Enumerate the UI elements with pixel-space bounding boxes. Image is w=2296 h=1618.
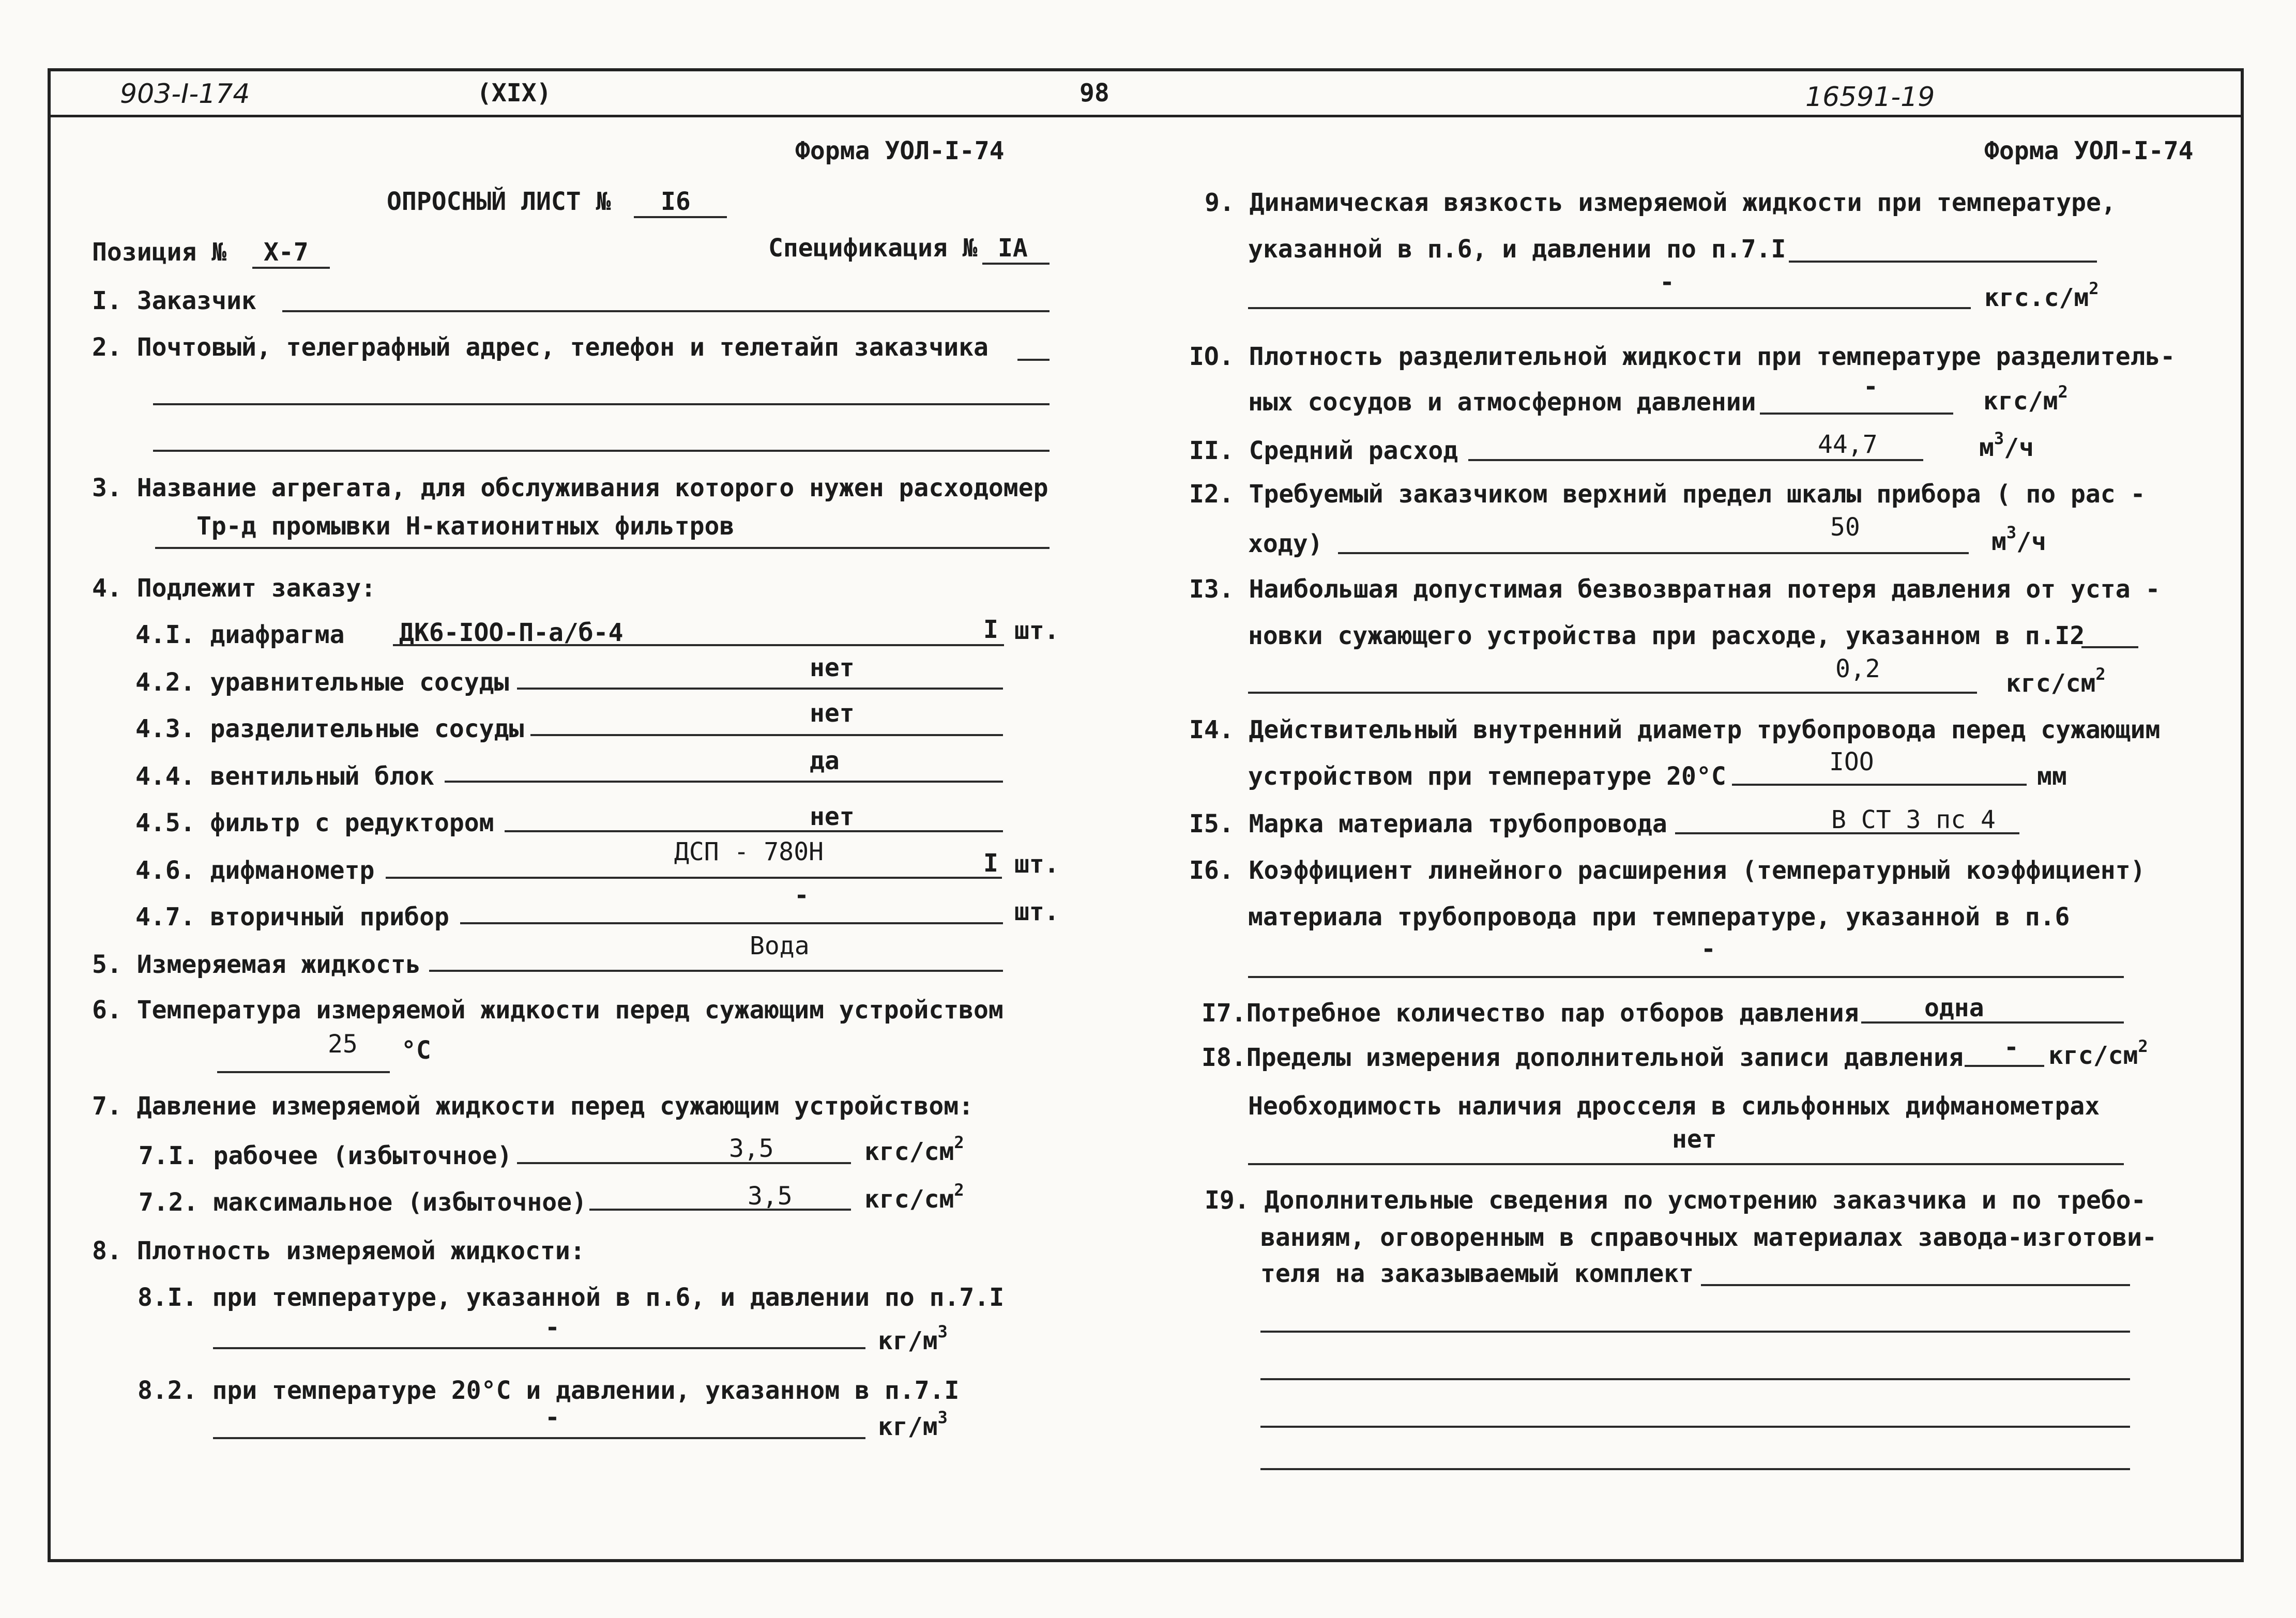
item-2-label: 2. Почтовый, телеграфный адрес, телефон и телетайп заказчика <box>92 333 989 362</box>
density-1-unit: $кг/м^3$ <box>878 1322 948 1355</box>
manometer-line <box>386 877 1002 879</box>
pressure-loss-line-2 <box>1248 692 1977 694</box>
extra-recording-line <box>1965 1065 2044 1067</box>
flow-average-unit: $м^3/ч$ <box>1979 429 2034 462</box>
density-2-line <box>213 1437 865 1439</box>
separating-density-line <box>1760 413 1953 415</box>
pressure-max-unit-text: кгс/см <box>864 1185 954 1214</box>
separating-density-value: - <box>1863 372 1878 401</box>
form-label-left: Форма УОЛ-I-74 <box>795 136 1005 165</box>
item-12-line-2: ходу) <box>1248 529 1323 558</box>
item-9-line-1: 9. Динамическая вязкость измеряемой жидкости при температуре, <box>1205 188 2116 217</box>
fluid-value: Вода <box>750 932 810 960</box>
address-line-2 <box>153 403 1050 405</box>
item-4-5-label: 4.5. фильтр с редуктором <box>135 808 494 837</box>
inventory-number: 16591-19 <box>1805 82 1935 113</box>
sheet-number-line <box>634 216 727 218</box>
temperature-unit: °C <box>401 1036 431 1065</box>
pressure-loss-value: 0,2 <box>1835 654 1880 683</box>
item-7-1-label: 7.I. рабочее (избыточное) <box>139 1141 512 1170</box>
diaphragm-value: ДК6-IОО-П-а/б-4 <box>399 618 624 647</box>
unit-name-value: Тр-д промывки Н-катионитных фильтров <box>196 512 735 541</box>
unit-pcs-2: шт. <box>1014 850 1059 879</box>
viscosity-line-2 <box>1248 307 1971 309</box>
valve-block-line <box>445 781 1003 783</box>
expansion-coefficient-value: - <box>1701 935 1716 964</box>
item-14-line-2: устройством при температуре 20°С <box>1248 762 1726 791</box>
density-1-value: - <box>545 1313 560 1342</box>
page-number: 98 <box>1079 79 1109 108</box>
additional-info-line-2 <box>1260 1331 2130 1333</box>
pressure-working-unit-text: кгс/см <box>864 1137 954 1166</box>
flow-average-unit-m: м <box>1979 433 1994 462</box>
item-17-label: I7.Потребное количество пар отборов давления <box>1202 999 1859 1028</box>
unit-pcs-3: шт. <box>1014 897 1059 926</box>
pressure-working-value: 3,5 <box>729 1134 774 1163</box>
item-19-line-3: теля на заказываемый комплект <box>1260 1259 1694 1288</box>
item-19-line-1: I9. Дополнительные сведения по усмотрению заказчика и по требо- <box>1205 1186 2146 1215</box>
manometer-value: ДСП - 780Н <box>674 837 824 866</box>
throttle-value: нет <box>1672 1125 1717 1154</box>
valve-block-value: да <box>810 746 840 775</box>
header-divider <box>48 115 2244 117</box>
filter-line <box>505 830 1003 832</box>
density-1-line <box>213 1347 865 1349</box>
equalizing-vessels-line <box>517 688 1003 690</box>
pressure-max-value: 3,5 <box>748 1182 793 1211</box>
item-9-line-2: указанной в п.6, и давлении по п.7.I <box>1248 235 1786 264</box>
equalizing-vessels-value: нет <box>810 653 855 682</box>
pipe-material-line <box>1675 832 2019 834</box>
secondary-device-line <box>460 922 1003 924</box>
density-2-unit: $кг/м^3$ <box>878 1408 948 1441</box>
scale-limit-unit-m: м <box>1991 527 2006 556</box>
scale-limit-line <box>1338 552 1969 554</box>
pressure-working-unit: кгс/$см^2$ <box>864 1133 964 1166</box>
density-2-unit-text: кг/м <box>878 1412 938 1441</box>
item-13-line-2: новки сужающего устройства при расходе, указанном в п.I2 <box>1248 621 2085 650</box>
header-roman: (XIX) <box>477 79 552 108</box>
address-line-1 <box>1017 359 1050 361</box>
throttle-label: Необходимость наличия дросселя в сильфонных дифманометрах <box>1248 1092 2100 1121</box>
pressure-max-unit: кгс/$см^2$ <box>864 1180 964 1214</box>
separating-density-unit: кгс/$м^2$ <box>1983 382 2068 416</box>
diaphragm-line <box>393 644 1004 646</box>
viscosity-unit: $кгс.с/м^2$ <box>1984 279 2099 312</box>
pressure-working-line <box>517 1162 851 1164</box>
item-10-line-1: IO. Плотность разделительной жидкости при температуре разделитель- <box>1189 342 2176 371</box>
item-14-line-1: I4. Действительный внутренний диаметр трубопровода перед сужающим <box>1189 715 2161 744</box>
sheet-number: I6 <box>661 187 691 216</box>
position-value: Х-7 <box>264 238 309 267</box>
unit-name-line <box>155 547 1050 549</box>
item-18-label: I8.Пределы измерения дополнительной записи давления <box>1202 1043 1964 1072</box>
temperature-value: 25 <box>328 1030 358 1059</box>
item-4-label: 4. Подлежит заказу: <box>92 574 376 603</box>
item-15-label: I5. Марка материала трубопровода <box>1189 810 1667 838</box>
scale-limit-unit: $м^3/ч$ <box>1991 523 2046 556</box>
diameter-line <box>1732 784 2027 786</box>
flow-average-line <box>1468 459 1923 461</box>
item-12-line-1: I2. Требуемый заказчиком верхний предел шкалы прибора ( по рас - <box>1189 480 2146 509</box>
separating-density-unit-text: кгс/м <box>1983 387 2058 416</box>
viscosity-unit-text: кгс.с/м <box>1984 283 2089 312</box>
item-4-3-label: 4.3. разделительные сосуды <box>135 714 524 743</box>
spec-label: Спецификация № <box>768 234 978 263</box>
flow-average-value: 44,7 <box>1818 430 1878 459</box>
pressure-taps-value: одна <box>1924 994 1984 1022</box>
pressure-taps-line <box>1861 1021 2124 1024</box>
density-1-unit-text: кг/м <box>878 1326 938 1355</box>
pressure-max-line <box>589 1209 851 1211</box>
item-3-label: 3. Название агрегата, для обслуживания которого нужен расходомер <box>92 474 1048 502</box>
extra-recording-unit-text: кгс/см <box>2048 1041 2138 1070</box>
item-8-2-label: 8.2. при температуре 20°С и давлении, указанном в п.7.I <box>138 1376 960 1405</box>
pressure-loss-unit-text: кгс/см <box>2006 669 2096 698</box>
position-label: Позиция № <box>92 238 227 267</box>
position-line <box>252 267 330 269</box>
additional-info-line-1 <box>1701 1284 2130 1286</box>
item-13-line-1: I3. Наибольшая допустимая безвозвратная потеря давления от уста - <box>1189 575 2161 604</box>
diaphragm-qty: I <box>983 615 998 644</box>
extra-recording-value: - <box>2004 1033 2019 1062</box>
item-4-1-label: 4.I. диафрагма <box>135 620 345 649</box>
additional-info-line-3 <box>1260 1378 2130 1380</box>
item-10-line-2: ных сосудов и атмосферном давлении <box>1248 388 1756 417</box>
viscosity-value: - <box>1660 268 1675 297</box>
item-4-6-label: 4.6. дифманометр <box>135 856 375 885</box>
item-5-label: 5. Измеряемая жидкость <box>92 950 421 979</box>
item-1-label: I. Заказчик <box>92 286 256 315</box>
item-4-4-label: 4.4. вентильный блок <box>135 762 434 791</box>
additional-info-line-5 <box>1260 1468 2130 1470</box>
sheet-title: ОПРОСНЫЙ ЛИСТ № <box>387 187 611 216</box>
header-code: 903-I-174 <box>120 79 250 110</box>
spec-value: IA <box>998 234 1028 263</box>
pipe-material-value: В СТ 3 пс 4 <box>1831 805 1996 834</box>
item-4-7-label: 4.7. вторичный прибор <box>135 903 449 932</box>
item-6-label: 6. Температура измеряемой жидкости перед сужающим устройством <box>92 996 1003 1025</box>
item-19-line-2: ваниям, оговоренным в справочных материалах завода-изготови- <box>1260 1223 2157 1252</box>
viscosity-line-1 <box>1789 261 2097 263</box>
form-label-right: Форма УОЛ-I-74 <box>1984 136 2194 165</box>
spec-line <box>982 263 1050 265</box>
secondary-device-value: - <box>794 881 809 910</box>
flow-average-unit-h: /ч <box>2004 433 2034 462</box>
item-11-label: II. Средний расход <box>1189 436 1458 465</box>
item-7-label: 7. Давление измеряемой жидкости перед сужающим устройством: <box>92 1092 974 1121</box>
item-8-label: 8. Плотность измеряемой жидкости: <box>92 1237 585 1265</box>
address-line-3 <box>153 450 1050 452</box>
customer-line <box>282 310 1050 312</box>
fluid-line <box>429 970 1003 972</box>
item-4-2-label: 4.2. уравнительные сосуды <box>135 668 509 697</box>
item-7-2-label: 7.2. максимальное (избыточное) <box>139 1188 587 1217</box>
scale-limit-value: 50 <box>1830 513 1860 542</box>
throttle-line <box>1248 1163 2124 1165</box>
filter-value: нет <box>810 802 855 831</box>
extra-recording-unit: кгс/$см^2$ <box>2048 1036 2148 1070</box>
unit-pcs: шт. <box>1014 616 1059 645</box>
item-8-1-label: 8.I. при температуре, указанной в п.6, и давлении по п.7.I <box>138 1283 1005 1312</box>
expansion-coefficient-line <box>1248 976 2124 978</box>
additional-info-line-4 <box>1260 1426 2130 1428</box>
manometer-qty: I <box>983 849 998 878</box>
separating-vessels-value: нет <box>810 699 855 728</box>
diameter-value: IOO <box>1829 747 1874 776</box>
item-16-line-1: I6. Коэффициент линейного расширения (температурный коэффициент) <box>1189 856 2146 885</box>
pressure-loss-unit: кгс/$см^2$ <box>2006 664 2106 698</box>
item-16-line-2: материала трубопровода при температуре, указанной в п.6 <box>1248 903 2070 932</box>
density-2-value: - <box>545 1403 560 1432</box>
diameter-unit: мм <box>2037 762 2067 791</box>
separating-vessels-line <box>530 734 1003 736</box>
temperature-line <box>217 1071 390 1073</box>
pressure-loss-line-1 <box>2081 646 2138 648</box>
scale-limit-unit-h: /ч <box>2016 527 2046 556</box>
